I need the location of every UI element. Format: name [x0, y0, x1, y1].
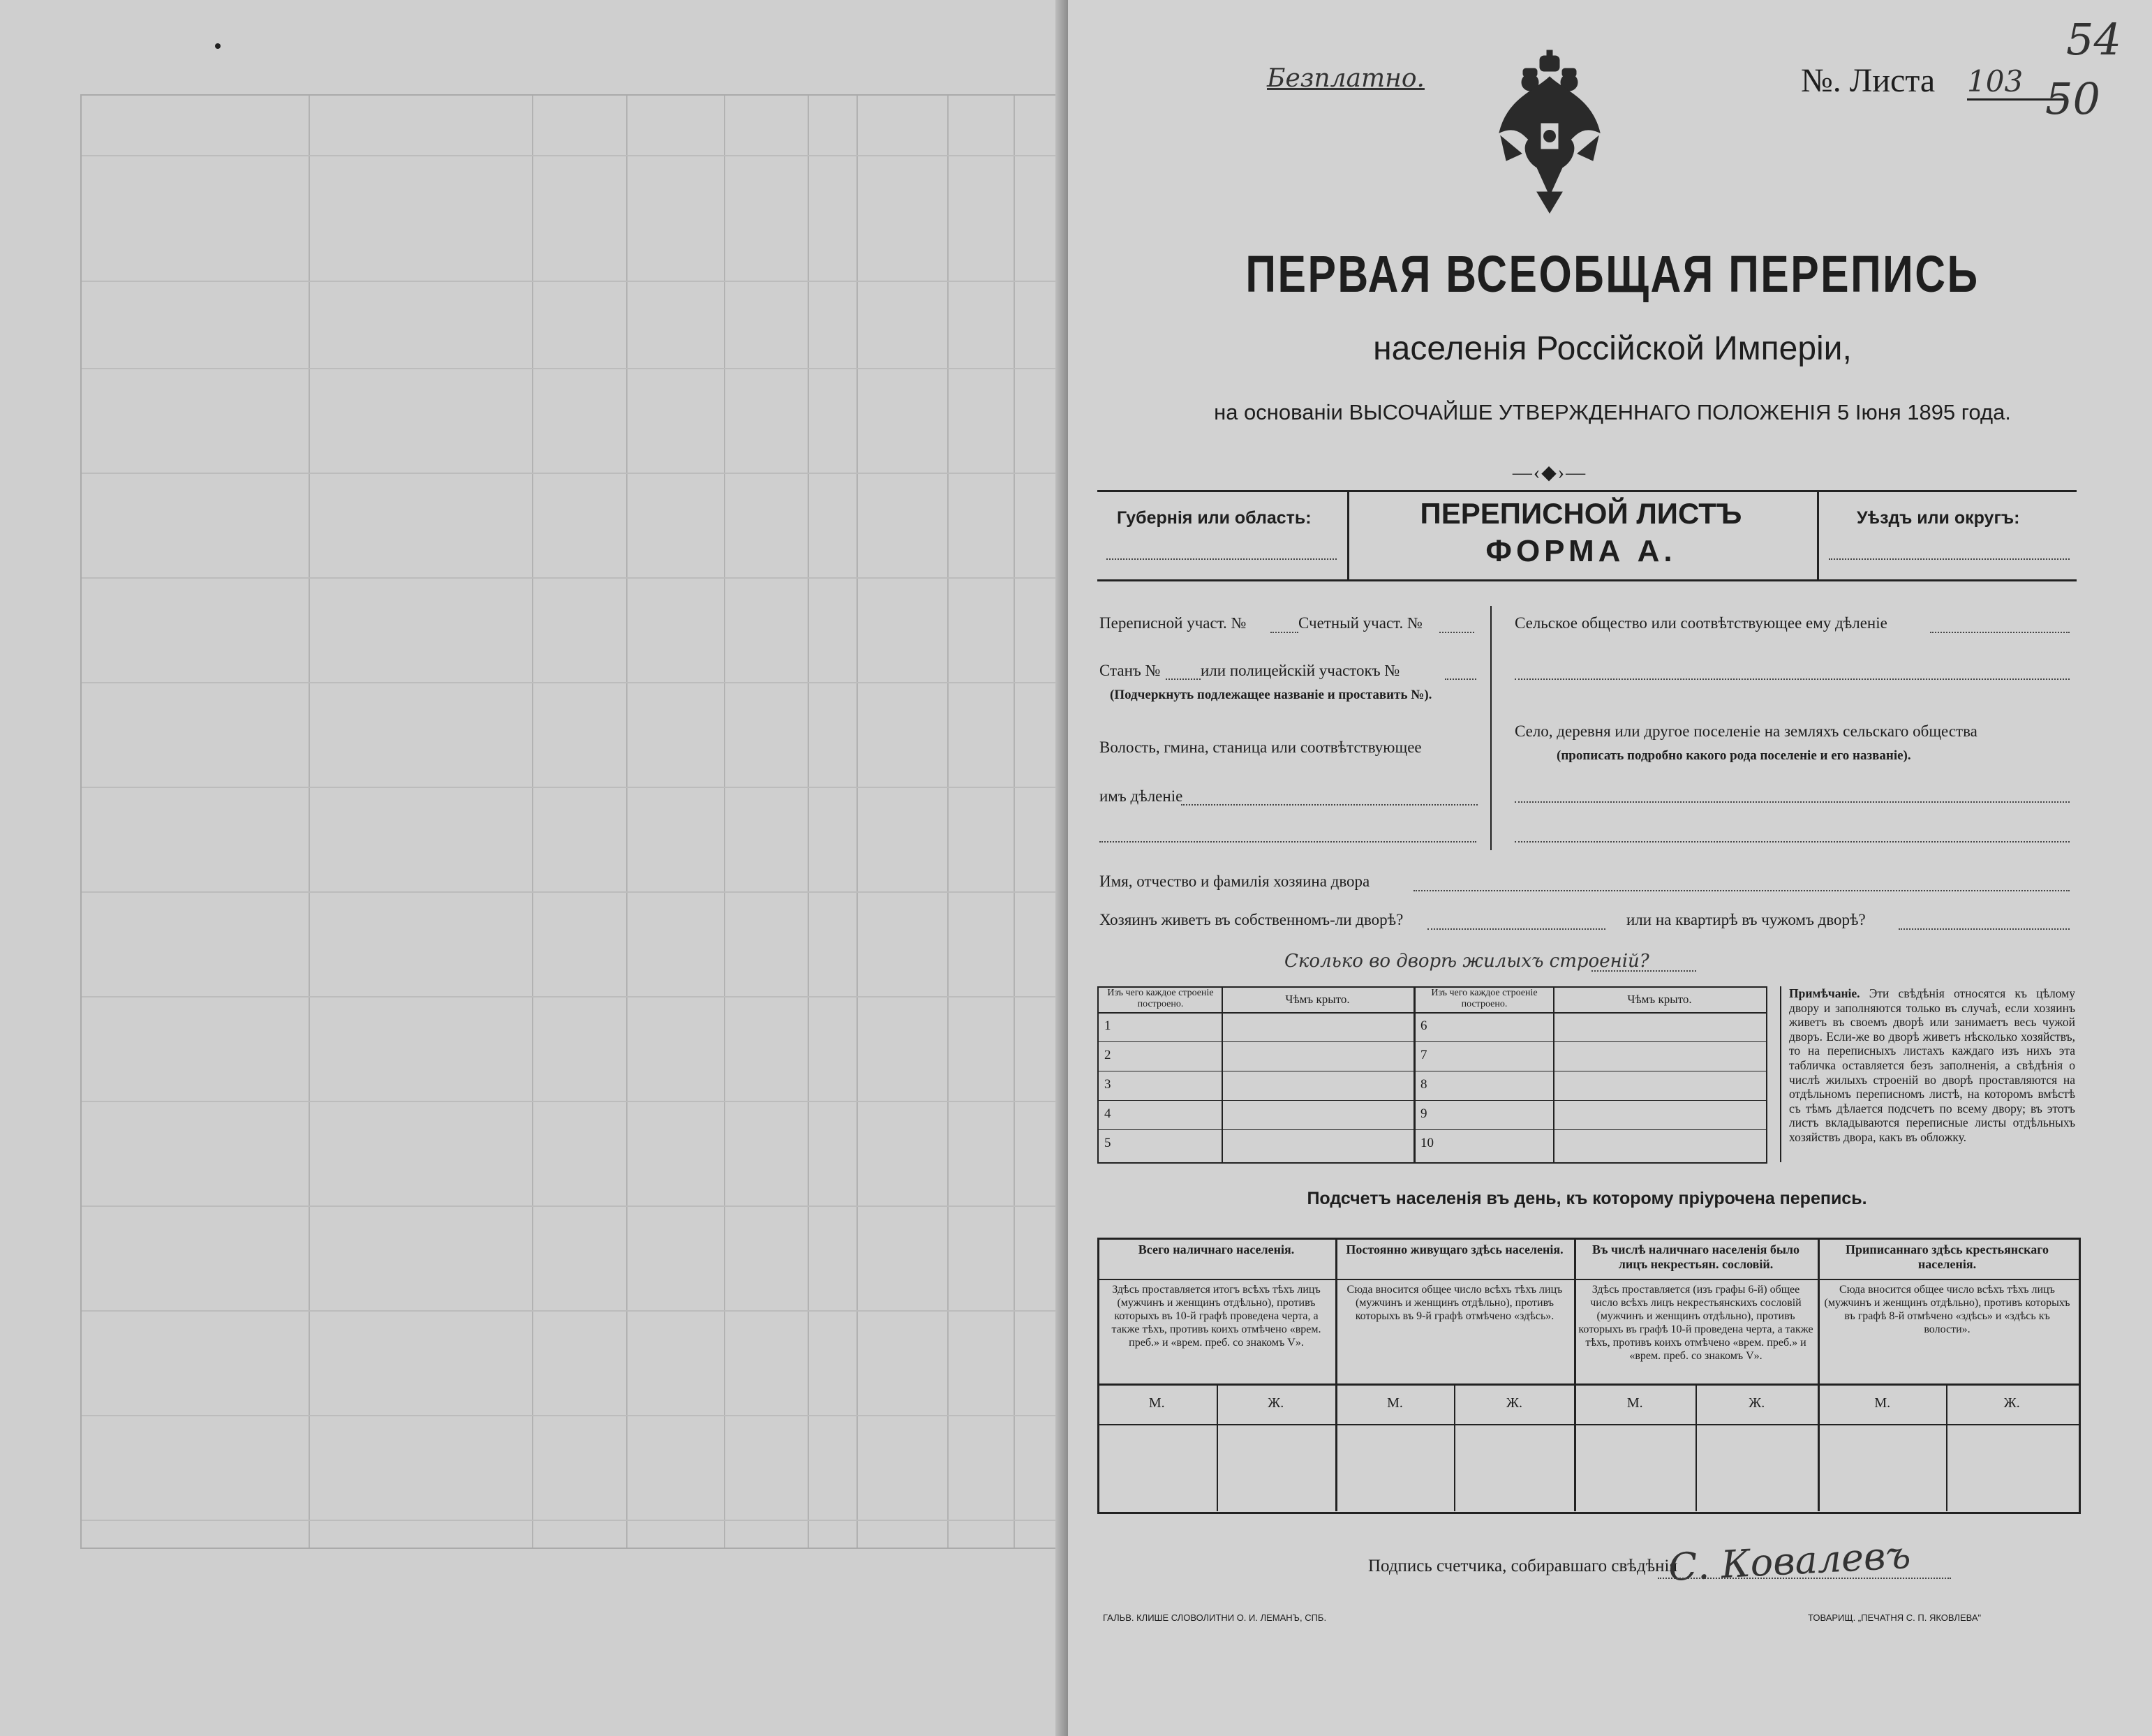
note-body: Эти свѣдѣнія относятся къ цѣлому двору и заполняются только въ случаѣ, если хозяинъ живетъ въ своемъ дворѣ или занимаетъ весь чужой дворъ. Если-же во дворѣ живетъ нѣсколько хозяйствъ, то на переписныхъ листахъ каждаго изъ нихъ эта табличка оставляется безъ заполненія, а свѣдѣнія о числѣ жилыхъ строеній во дворѣ проставляются на отдѣльномъ переписномъ листѣ, на которомъ вмѣстѣ съ тѣмъ дѣлается подсчетъ по всему двору; въ этотъ листъ вкладываются переписные листы отдѣльныхъ хозяйствъ двора, какъ въ обложку. [1789, 986, 2076, 1144]
tally-male-header: М. [1626, 1395, 1643, 1411]
sheet-title: ПЕРЕПИСНОЙ ЛИСТЪ [1420, 497, 1742, 530]
count-district-label: Счетный участ. № [1298, 614, 1423, 632]
owner-name-label: Имя, отчество и фамилія хозяина двора [1099, 873, 1370, 890]
tally-column-desc: Здѣсь проставляется итогъ всѣхъ тѣхъ лицъ (мужчинъ и женщинъ отдѣльно), противъ которыхъ въ 10-й графѣ проведена черта, а также тѣхъ, противъ коихъ отмѣчено «врем. преб.» и «врем. преб. со знакомъ V». [1111, 1284, 1321, 1349]
tally-male-cell [1820, 1427, 1945, 1504]
tally-male-header: М. [1874, 1395, 1891, 1411]
underline-note: (Подчеркнуть подлежащее названіе и проставить №). [1110, 688, 1432, 702]
signature-value: С. Ковалевъ [1667, 1532, 1912, 1590]
building-row-number: 7 [1420, 1048, 1427, 1062]
tally-column-desc: Сюда вносится общее число всѣхъ тѣхъ лицъ (мужчинъ и женщинъ отдѣльно), противъ которыхъ въ графѣ 8-й отмѣчено «здѣсь» и «здѣсь къ волости». [1824, 1284, 2070, 1335]
building-row-number: 8 [1420, 1077, 1427, 1092]
tally-female-header: Ж. [1749, 1395, 1765, 1411]
material-header-right: Изъ чего каждое строеніе построено. [1431, 988, 1538, 1009]
printer-left: ГАЛЬВ. КЛИШЕ СЛОВОЛИТНИ О. И. ЛЕМАНЪ, СПБ. [1103, 1612, 1327, 1623]
tally-female-header: Ж. [2003, 1395, 2020, 1411]
census-district-label: Переписной участ. № [1099, 614, 1247, 632]
police-district-label: или полицейскій участокъ № [1201, 662, 1400, 679]
tally-column-title: Приписаннаго здѣсь крестьянскаго населенія. [1846, 1242, 2049, 1271]
tally-female-header: Ж. [1268, 1395, 1284, 1411]
village-label: Село, деревня или другое поселеніе на земляхъ сельскаго общества [1515, 722, 1977, 740]
rented-yard-label: или на квартирѣ въ чужомъ дворѣ? [1626, 911, 1866, 928]
own-yard-label: Хозяинъ живетъ въ собственномъ-ли дворѣ? [1099, 911, 1404, 928]
society-label: Сельское общество или соотвѣтствующее ему дѣленіе [1515, 614, 1887, 632]
volost-label-2: имъ дѣленіе [1099, 787, 1183, 805]
building-row-number: 1 [1104, 1018, 1111, 1033]
double-headed-eagle-icon [1494, 49, 1605, 216]
ink-spot [215, 43, 221, 49]
tally-male-cell [1100, 1427, 1214, 1504]
building-row-number: 2 [1104, 1048, 1111, 1062]
building-row-line [1097, 1129, 1766, 1130]
gubernia-label: Губернія или область: [1117, 508, 1312, 528]
sheet-number-label: №. Листа [1801, 62, 1936, 99]
tally-column-desc: Сюда вносится общее число всѣхъ тѣхъ лицъ (мужчинъ и женщинъ отдѣльно), противъ которыхъ въ 9-й графѣ отмѣчено «здѣсь». [1346, 1284, 1563, 1322]
archive-number-top: 54 [2066, 14, 2121, 65]
building-row-number: 5 [1104, 1136, 1111, 1150]
archive-number-bottom: 50 [2045, 73, 2100, 124]
tally-female-cell [1950, 1427, 2075, 1504]
fields-divider [1490, 606, 1492, 850]
gubernia-line [1106, 558, 1337, 560]
tally-female-cell [1457, 1427, 1571, 1504]
tally-male-header: М. [1387, 1395, 1403, 1411]
form-a-label: ФОРМА А. [1485, 534, 1677, 568]
signature-label: Подпись счетчика, собиравшаго свѣдѣнія [1368, 1557, 1677, 1575]
tally-column-title: Всего наличнаго населенія. [1138, 1242, 1295, 1256]
note-text [1789, 986, 2075, 1145]
tally-male-cell [1338, 1427, 1452, 1504]
building-row-number: 3 [1104, 1077, 1111, 1092]
stan-label: Станъ № [1099, 662, 1161, 679]
census-form-page [1068, 0, 2152, 1736]
building-row-number: 6 [1420, 1018, 1427, 1033]
ghost-table-grid [80, 94, 1057, 1549]
roof-header-left: Чѣмъ крыто. [1285, 993, 1350, 1006]
tally-heading: Подсчетъ населенія въ день, къ которому пріурочена перепись. [1307, 1189, 1867, 1208]
building-row-number: 4 [1104, 1106, 1111, 1121]
buildings-question: Сколько во дворѣ жилыхъ строеній? [1284, 951, 1649, 972]
tally-male-header: М. [1148, 1395, 1165, 1411]
note-divider [1780, 986, 1781, 1162]
building-row-line [1097, 1100, 1766, 1101]
uezd-line [1829, 558, 2070, 560]
subtitle: населенія Россійской Имперіи, [1373, 330, 1852, 367]
building-row-line [1097, 1041, 1766, 1042]
village-note: (прописать подробно какого рода поселеніе и его названіе). [1557, 748, 1911, 763]
tally-female-cell [1219, 1427, 1333, 1504]
main-title: ПЕРВАЯ ВСЕОБЩАЯ ПЕРЕПИСЬ [1245, 245, 1980, 303]
building-row-number: 10 [1420, 1136, 1434, 1150]
legal-basis: на основаніи ВЫСОЧАЙШЕ УТВЕРЖДЕННАГО ПОЛОЖЕНІЯ 5 Іюня 1895 года. [1214, 400, 2011, 424]
free-label: Безплатно. [1267, 64, 1425, 93]
tally-column-desc: Здѣсь проставляется (изъ графы 6-й) общее число всѣхъ лицъ некрестьянскихъ сословій (мужчинъ и женщинъ отдѣльно), противъ которыхъ въ графѣ 10-й проведена черта, а также тѣхъ, противъ коихъ отмѣчено «врем. преб.» и «врем. преб. со знакомъ V». [1578, 1284, 1813, 1362]
note-title: Примѣчаніе. [1789, 986, 1860, 1000]
tally-male-cell [1577, 1427, 1693, 1504]
volost-label-1: Волость, гмина, станица или соотвѣтствующее [1099, 739, 1422, 756]
ornament-divider: —‹◆›— [1512, 462, 1587, 484]
building-row-number: 9 [1420, 1106, 1427, 1121]
tally-female-header: Ж. [1506, 1395, 1522, 1411]
printer-right: ТОВАРИЩ. „ПЕЧАТНЯ С. П. ЯКОВЛЕВА" [1808, 1612, 1982, 1623]
uezd-label: Уѣздъ или округъ: [1857, 508, 2020, 528]
material-header-left: Изъ чего каждое строеніе построено. [1107, 988, 1214, 1009]
tally-column-title: Въ числѣ наличнаго населенія было лицъ некрестьян. сословій. [1591, 1242, 1800, 1271]
left-page [0, 0, 1068, 1736]
roof-header-right: Чѣмъ крыто. [1627, 993, 1692, 1006]
tally-column-title: Постоянно живущаго здѣсь населенія. [1346, 1242, 1564, 1256]
sheet-number-value: 103 [1967, 64, 2065, 101]
tally-female-cell [1699, 1427, 1816, 1504]
